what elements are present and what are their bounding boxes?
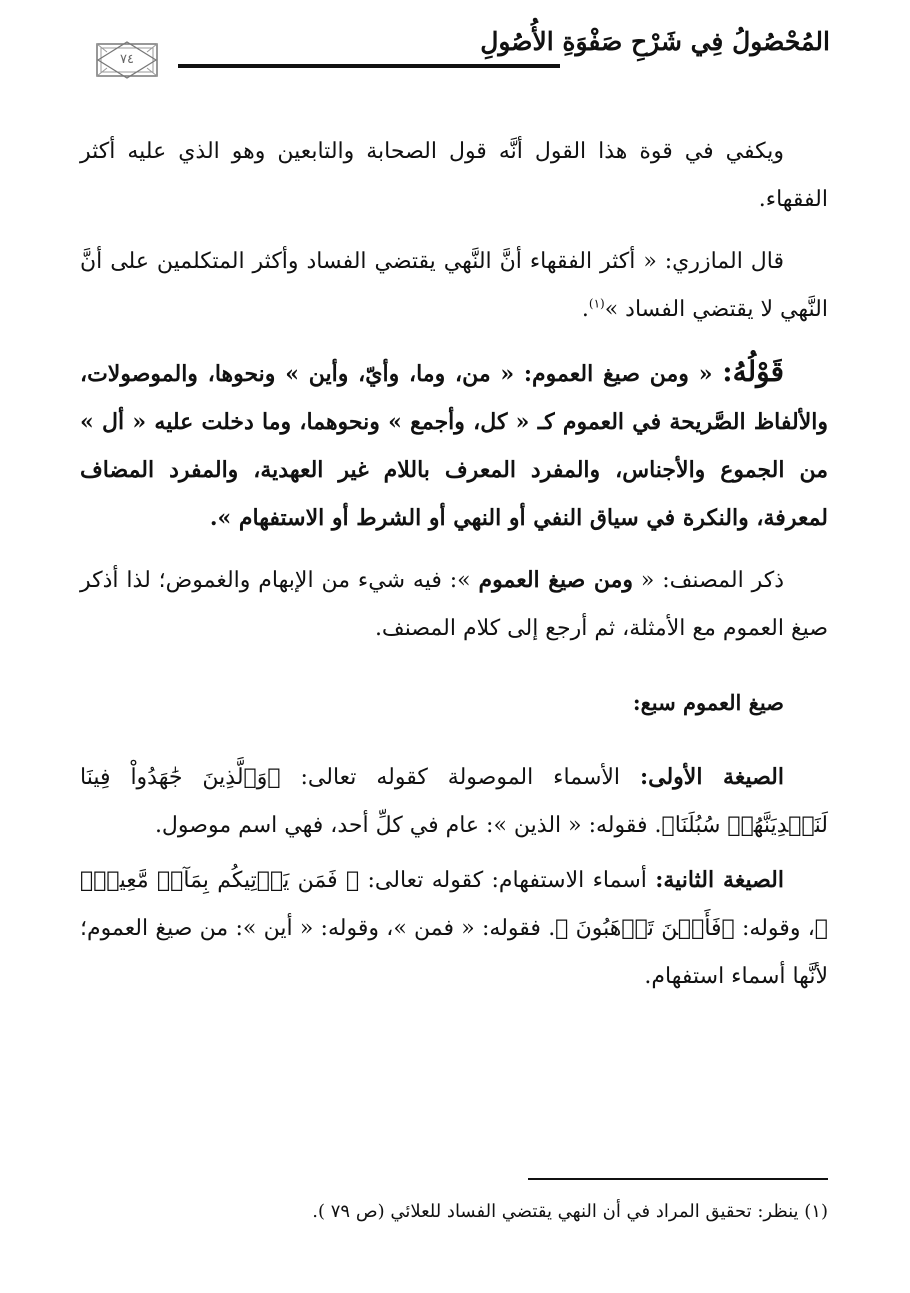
section-heading: صيغ العموم سبع: [632, 690, 784, 715]
footnote-separator [528, 1178, 828, 1180]
paragraph-1-text: ويكفي في قوة هذا القول أنَّه قول الصحابة والتابعين وهو الذي عليه أكثر الفقهاء. [80, 139, 828, 212]
page-body [80, 128, 828, 1001]
book-title: المُحْصُولُ فِي شَرْحِ صَفْوَةِ الأُصُولِ [480, 27, 830, 56]
item-second-form-text: أسماء الاستفهام: كقوله تعالى: ﴿ فَمَن يَأۡتِيكُم بِمَآءٖ مَّعِينِۭ ﴾، وقوله: ﴿فَأَيۡنَ تَذۡهَبُونَ ﴾. فقوله: « فمن »، وقوله: « أين »: من صيغ العموم؛ لأنَّها أسماء استفهام. [80, 868, 828, 989]
qawluhu-keyword: قَوْلُهُ: [722, 355, 784, 388]
quoted-matn-paragraph [80, 348, 828, 542]
footnote-1: (١) ينظر: تحقيق المراد في أن النهي يقتضي الفساد للعلائي (ص ٧٩ ). [312, 1201, 828, 1222]
paragraph-4-after: »: فيه شيء من الإبهام والغموض؛ لذا أذكر صيغ العموم مع الأمثلة، ثم أرجع إلى كلام المصنف. [80, 568, 828, 641]
paragraph-4 [80, 556, 828, 653]
page-number: ٧٤ [120, 52, 134, 67]
quoted-matn-text: « ومن صيغ العموم: « من، وما، وأيّ، وأين » ونحوها، والموصولات، والألفاظ الصَّريحة في العموم كـ « كل، وأجمع » ونحوهما، وما دخلت عليه « أل » من الجموع والأجناس، والمفرد المعرف باللام غير العهدية، والمفرد المضاف لمعرفة، والنكرة في سياق النفي أو النهي أو الشرط أو الاستفهام ». [80, 361, 828, 531]
item-first-form [80, 753, 828, 850]
paragraph-2-text: قال المازري: « أكثر الفقهاء أنَّ النَّهي يقتضي الفساد وأكثر المتكلمين على أنَّ النَّهي لا يقتضي الفساد » [80, 249, 828, 322]
header-rule [178, 64, 560, 68]
item-second-form [80, 856, 828, 1001]
paragraph-2-end: . [581, 297, 589, 322]
paragraph-4-bold-phrase: ومن صيغ العموم [478, 567, 633, 593]
paragraph-1 [80, 128, 828, 224]
paragraph-4-before: ذكر المصنف: « [640, 568, 784, 593]
paragraph-2 [80, 238, 828, 334]
item-first-form-label: الصيغة الأولى: [640, 764, 785, 790]
item-first-form-text: الأسماء الموصولة كقوله تعالى: ﴿وَٱلَّذِينَ جَٰهَدُواْ فِينَا لَنَهۡدِيَنَّهُمۡ سُبُلَنَا﴾. فقوله: « الذين »: عام في كلِّ أحد، فهي اسم موصول. [80, 765, 828, 838]
page-number-ornament [94, 40, 160, 80]
footnote-reference[interactable]: (١) [588, 296, 605, 311]
item-second-form-label: الصيغة الثانية: [655, 867, 784, 893]
